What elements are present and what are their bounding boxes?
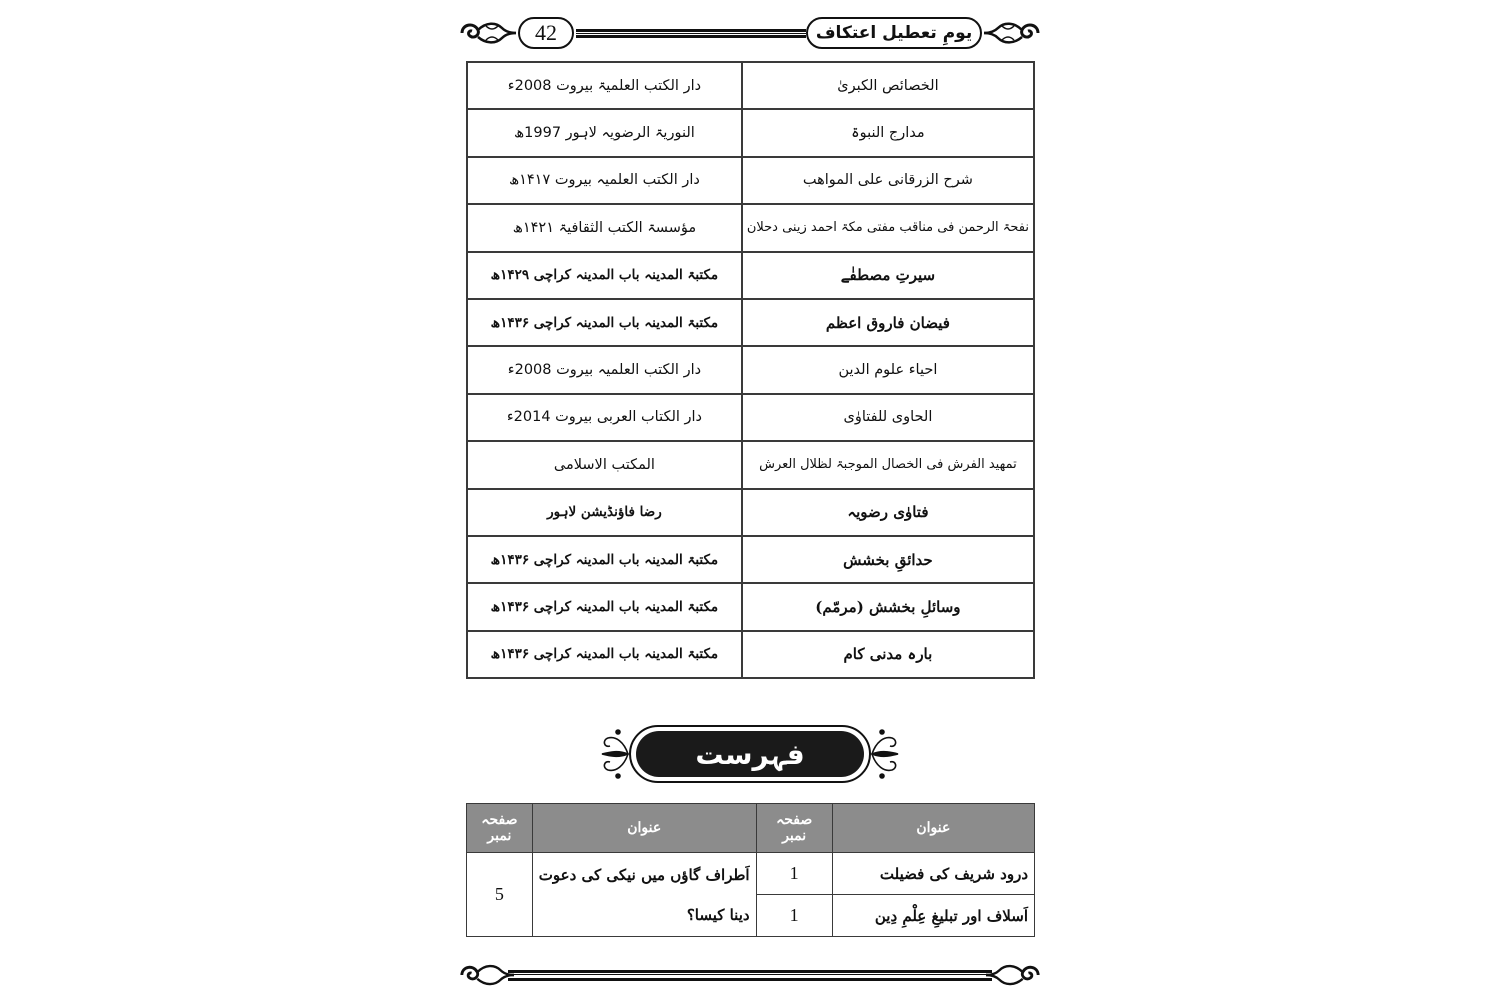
table-row <box>467 394 1034 441</box>
column-header-page: صفحہ نمبر <box>756 804 832 853</box>
publisher: دار الکتاب العربی بیروت 2014ء <box>467 394 742 441</box>
column-header-page: صفحہ نمبر <box>467 804 533 853</box>
flourish-ornament-icon <box>984 18 1042 48</box>
index-table <box>466 803 1035 937</box>
index-entry-title: درود شریف کی فضیلت <box>832 853 1034 895</box>
table-row <box>467 536 1034 583</box>
book-title: بارہ مدنی کام <box>742 631 1034 678</box>
header-rule <box>576 29 806 38</box>
book-title: فتاوٰی رضویہ <box>742 489 1034 536</box>
table-row <box>467 346 1034 393</box>
publisher: مکتبۃ المدینہ باب المدینہ کراچی ۱۴۳۶ھ <box>467 631 742 678</box>
flourish-ornament-icon <box>458 18 516 48</box>
publisher: مکتبۃ المدینہ باب المدینہ کراچی ۱۴۳۶ھ <box>467 536 742 583</box>
index-entry-title-line: اَطراف گاؤں میں نیکی کی دعوت <box>538 865 750 884</box>
book-title: فیضان فاروق اعظم <box>742 299 1034 346</box>
publisher: المکتب الاسلامی <box>467 441 742 488</box>
publisher: مکتبۃ المدینہ باب المدینہ کراچی ۱۴۳۶ھ <box>467 583 742 630</box>
running-title: یومِ تعطیل اعتکاف <box>806 17 982 49</box>
book-title: تمھید الفرش فی الخصال الموجبۃ لظلال العرش <box>742 441 1034 488</box>
publisher: دار الکتب العلمیۃ بیروت 2008ء <box>467 62 742 109</box>
index-entry-title <box>532 853 756 937</box>
book-title: حدائقِ بخشش <box>742 536 1034 583</box>
table-row <box>467 204 1034 251</box>
publisher: دار الکتب العلمیہ بیروت ۱۴۱۷ھ <box>467 157 742 204</box>
index-entry-title-line: دینا کیسا؟ <box>686 905 750 924</box>
index-header-row <box>467 804 1035 853</box>
table-row <box>467 583 1034 630</box>
book-title: الحاوی للفتاوٰی <box>742 394 1034 441</box>
book-title: الخصائص الکبریٰ <box>742 62 1034 109</box>
publisher: النوریۃ الرضویہ لاہور 1997ھ <box>467 109 742 156</box>
book-title: شرح الزرقانی علی المواھب <box>742 157 1034 204</box>
flourish-ornament-icon <box>986 960 1042 990</box>
table-row <box>467 489 1034 536</box>
column-header-title: عنوان <box>832 804 1034 853</box>
book-title: نفحۃ الرحمن فی مناقب مفتی مکۃ احمد زینی دحلان <box>742 204 1034 251</box>
index-entry-page: 5 <box>467 853 533 937</box>
book-title: احیاء علوم الدین <box>742 346 1034 393</box>
page-number: 42 <box>518 17 574 49</box>
publisher: دار الکتب العلمیہ بیروت 2008ء <box>467 346 742 393</box>
index-entry-title: اَسلاف اور تبلیغِ عِلْمِ دِین <box>832 895 1034 937</box>
publisher: مکتبۃ المدینہ باب المدینہ کراچی ۱۴۳۶ھ <box>467 299 742 346</box>
publisher: رضا فاؤنڈیشن لاہور <box>467 489 742 536</box>
footer-rule <box>458 960 1042 990</box>
index-entry-page: 1 <box>756 895 832 937</box>
publisher: مکتبۃ المدینہ باب المدینہ کراچی ۱۴۲۹ھ <box>467 252 742 299</box>
footer-double-rule <box>508 970 992 981</box>
table-row <box>467 299 1034 346</box>
fihrist-heading: فہرست <box>695 737 805 771</box>
table-row <box>467 441 1034 488</box>
book-title: مدارج النبوۃ <box>742 109 1034 156</box>
fihrist-banner <box>598 722 902 786</box>
table-row <box>467 62 1034 109</box>
running-header <box>458 14 1042 54</box>
book-title: وسائلِ بخشش (مرمّم) <box>742 583 1034 630</box>
table-row <box>467 252 1034 299</box>
flourish-ornament-icon <box>458 960 514 990</box>
index-entry-page: 1 <box>756 853 832 895</box>
book-title: سیرتِ مصطفٰے <box>742 252 1034 299</box>
table-row <box>467 631 1034 678</box>
index-row <box>467 853 1035 895</box>
bibliography-table <box>466 61 1035 679</box>
publisher: مؤسسۃ الکتب الثقافیۃ ۱۴۲۱ھ <box>467 204 742 251</box>
column-header-title: عنوان <box>532 804 756 853</box>
table-row <box>467 157 1034 204</box>
table-row <box>467 109 1034 156</box>
